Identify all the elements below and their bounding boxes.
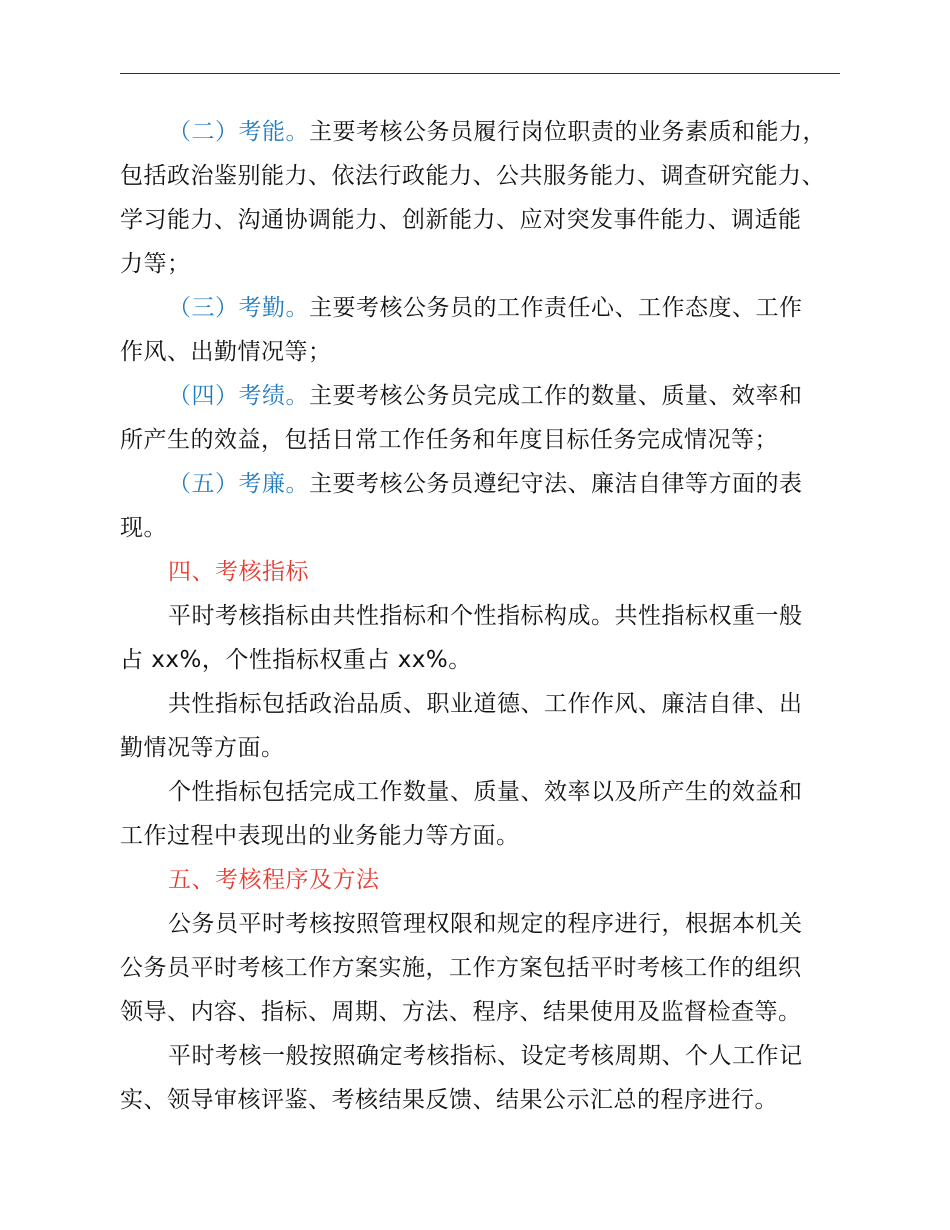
- line-text: 主要考核公务员的工作责任心、工作态度、工作: [309, 295, 803, 321]
- section-heading: 五、考核程序及方法: [168, 867, 380, 893]
- paragraph-line: 公务员平时考核按照管理权限和规定的程序进行，根据本机关: [168, 911, 803, 937]
- item-label: （五）考廉。: [168, 471, 309, 497]
- paragraph-line: 学习能力、沟通协调能力、创新能力、应对突发事件能力、调适能: [120, 207, 802, 233]
- item-label: （二）考能。: [168, 119, 309, 145]
- paragraph-line: 工作过程中表现出的业务能力等方面。: [120, 823, 520, 849]
- header-rule: [120, 73, 840, 74]
- paragraph-line: [120, 462, 860, 506]
- paragraph-line: 共性指标包括政治品质、职业道德、工作作风、廉洁自律、出: [168, 691, 803, 717]
- line-text: 主要考核公务员履行岗位职责的业务素质和能力，: [309, 119, 826, 145]
- paragraph-line: [120, 286, 860, 330]
- paragraph-line: 力等；: [120, 251, 191, 277]
- paragraph-line: 实、领导审核评鉴、考核结果反馈、结果公示汇总的程序进行。: [120, 1087, 778, 1113]
- paragraph-line: 占 xx%，个性指标权重占 xx%。: [120, 647, 472, 673]
- paragraph-line: 平时考核一般按照确定考核指标、设定考核周期、个人工作记: [168, 1043, 803, 1069]
- item-label: （三）考勤。: [168, 295, 309, 321]
- paragraph-line: [120, 110, 860, 154]
- paragraph-line: [120, 374, 860, 418]
- paragraph-line: 包括政治鉴别能力、依法行政能力、公共服务能力、调查研究能力、: [120, 163, 825, 189]
- paragraph-line: 平时考核指标由共性指标和个性指标构成。共性指标权重一般: [168, 603, 803, 629]
- line-text: 主要考核公务员遵纪守法、廉洁自律等方面的表: [309, 471, 803, 497]
- paragraph-line: 现。: [120, 515, 167, 541]
- item-label: （四）考绩。: [168, 383, 309, 409]
- document-body: [120, 110, 860, 1122]
- paragraph-line: 公务员平时考核工作方案实施，工作方案包括平时考核工作的组织: [120, 955, 802, 981]
- paragraph-line: 勤情况等方面。: [120, 735, 285, 761]
- paragraph-line: 作风、出勤情况等；: [120, 339, 332, 365]
- line-text: 主要考核公务员完成工作的数量、质量、效率和: [309, 383, 803, 409]
- section-heading: 四、考核指标: [168, 559, 309, 585]
- paragraph-line: 所产生的效益，包括日常工作任务和年度目标任务完成情况等；: [120, 427, 778, 453]
- paragraph-line: 领导、内容、指标、周期、方法、程序、结果使用及监督检查等。: [120, 999, 802, 1025]
- paragraph-line: 个性指标包括完成工作数量、质量、效率以及所产生的效益和: [168, 779, 803, 805]
